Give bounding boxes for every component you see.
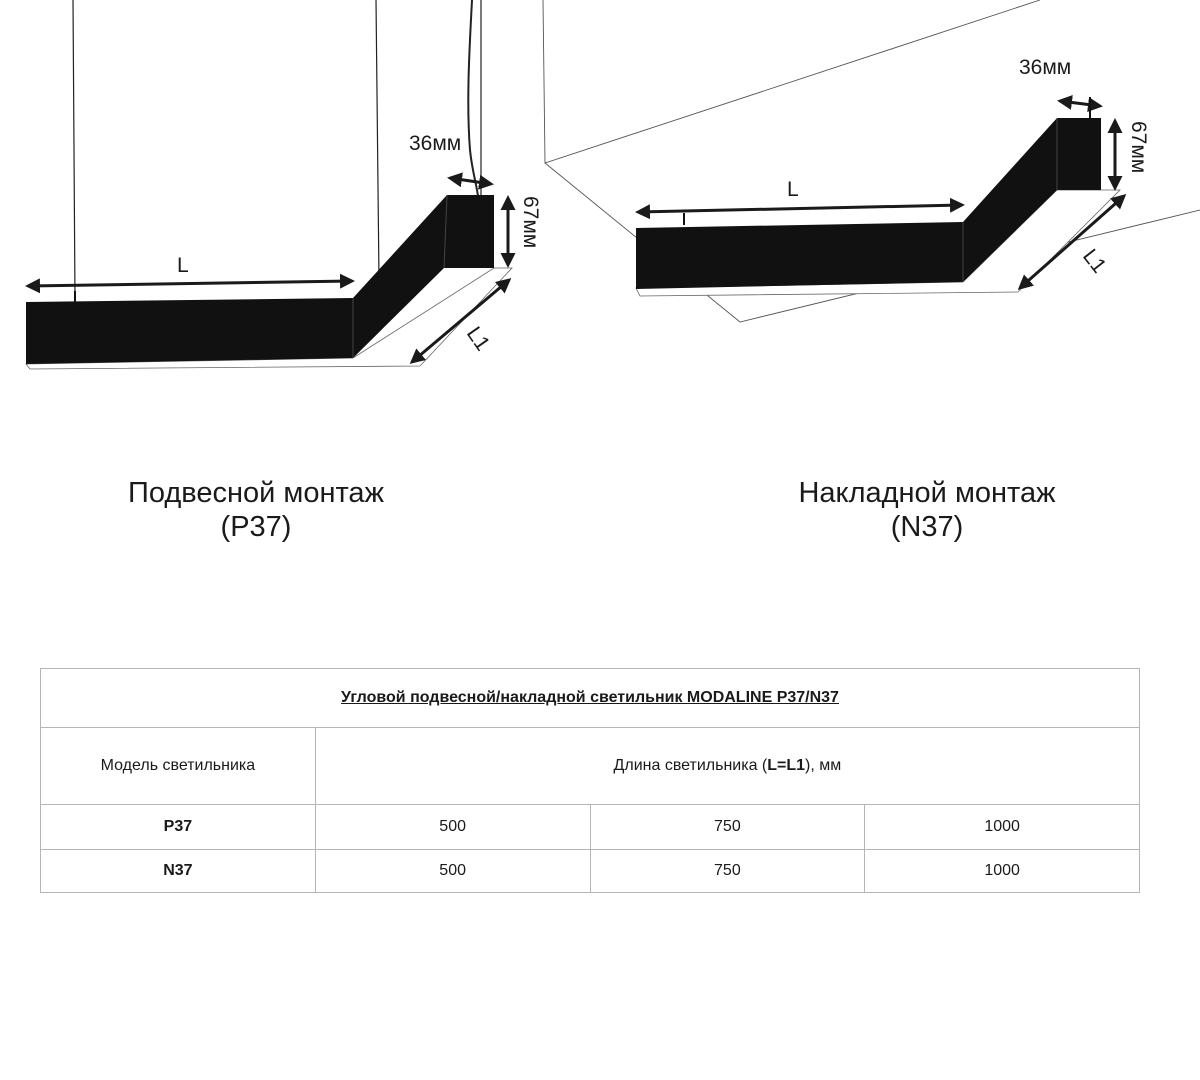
length-cell: 500: [315, 805, 590, 850]
length-cell: 750: [590, 805, 865, 850]
dimension-l1-label: L1: [461, 322, 495, 356]
dimension-width-arrow: [450, 178, 491, 184]
caption-pendant-title: Подвесной монтаж: [128, 477, 384, 509]
length-header-prefix: Длина светильника (: [613, 757, 768, 774]
dimension-l1-label: L1: [1078, 244, 1111, 278]
caption-surface-title: Накладной монтаж: [798, 477, 1056, 509]
table-title: Угловой подвесной/накладной светильник MODALINE P37/N37: [41, 669, 1140, 728]
dimension-l-label: L: [787, 178, 799, 201]
power-cable: [468, 0, 478, 196]
dimension-width-label: 36мм: [1019, 56, 1072, 79]
dimension-height-label: 67мм: [1127, 121, 1150, 174]
suspension-cable-middle: [376, 0, 379, 280]
length-header-suffix: ), мм: [805, 757, 842, 774]
caption-surface-code: (N37): [890, 511, 964, 543]
length-cell: 1000: [865, 805, 1140, 850]
dimension-height-label: 67мм: [519, 196, 542, 249]
length-header-bold: L=L1: [767, 757, 806, 774]
length-cell: 750: [590, 850, 865, 893]
dimension-l-label: L: [177, 254, 189, 277]
length-cell: 1000: [865, 850, 1140, 893]
table-row: [41, 805, 1140, 850]
model-cell: N37: [41, 850, 316, 893]
suspension-cable-left: [73, 0, 75, 300]
dimension-l-arrow: [638, 205, 962, 212]
surface-diagram: [543, 0, 1200, 322]
caption-pendant: [96, 476, 416, 544]
dimension-width-arrow: [1060, 101, 1100, 106]
dimension-width-label: 36мм: [409, 132, 462, 155]
ceiling-plane: [543, 0, 1040, 163]
model-header: Модель светильника: [41, 728, 316, 805]
length-cell: 500: [315, 850, 590, 893]
caption-pendant-code: (P37): [220, 511, 292, 543]
pendant-diagram: [26, 0, 542, 369]
caption-surface: [752, 476, 1102, 544]
spec-table: [40, 668, 1140, 893]
table-row: [41, 850, 1140, 893]
length-header: [315, 728, 1139, 805]
model-cell: P37: [41, 805, 316, 850]
dimension-l-arrow: [28, 281, 352, 286]
